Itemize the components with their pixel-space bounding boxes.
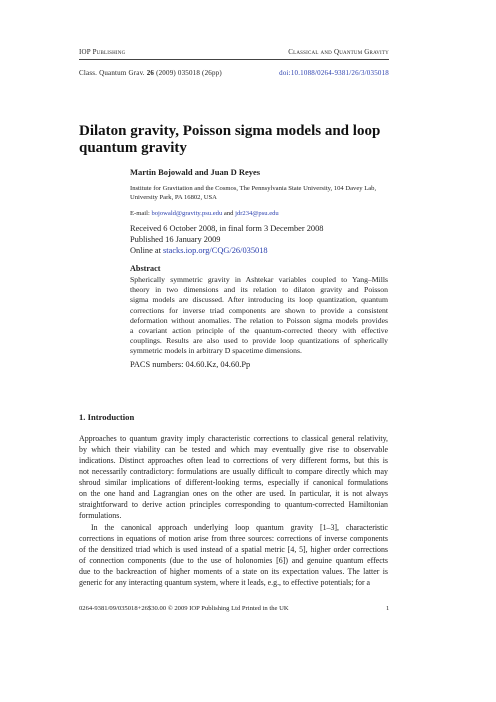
intro-line: In the canonical approach underlying loop quantum gravity [1–3], characteristic bbox=[91, 523, 388, 532]
title-line-1: Dilaton gravity, Poisson sigma models and loop bbox=[79, 123, 381, 139]
abstract-line: symmetric models in arbitrary D spacetime dimensions. bbox=[130, 346, 302, 356]
abstract-line: theory in two dimensions and its relation to dilaton gravity and Poisson bbox=[130, 285, 388, 295]
intro-line: shroud similar implications of different-looking terms, especially if canonical formulations bbox=[79, 478, 388, 488]
email-and: and bbox=[222, 210, 236, 217]
intro-line: on the one hand and Lagrangian ones on the other are used. In particular, it is not always bbox=[79, 489, 388, 499]
intro-line: of connection components (due to the use of holonomies [6]) and genuine quantum effects bbox=[79, 556, 388, 566]
doi-link[interactable]: doi:10.1088/0264-9381/26/3/035018 bbox=[279, 69, 389, 77]
intro-line: formulations. bbox=[79, 511, 122, 521]
abstract-line: deformation without anomalies. The relation to Poisson sigma models provides bbox=[130, 315, 388, 325]
history-block bbox=[130, 224, 324, 256]
intro-line: Approaches to quantum gravity imply characteristic corrections to classical general relativity, bbox=[79, 434, 388, 443]
intro-line: by which their viability can be tested and which may eventually give rise to observable bbox=[79, 445, 388, 455]
abstract-line: a covariant action principle of the quantum-corrected theory with effective bbox=[130, 326, 388, 336]
affiliation bbox=[130, 184, 376, 202]
publisher-label: IOP Publishing bbox=[79, 48, 126, 56]
affiliation-line-1: Institute for Gravitation and the Cosmos, The Pennsylvania State University, 104 Davey Lab, bbox=[130, 185, 377, 192]
abstract-line: Spherically symmetric gravity in Ashtekar variables coupled to Yang–Mills bbox=[130, 275, 388, 284]
title-line-2: quantum gravity bbox=[79, 140, 187, 156]
volume: 26 bbox=[146, 69, 155, 77]
published-date: Published 16 January 2009 bbox=[130, 234, 221, 244]
intro-paragraph-2 bbox=[79, 522, 388, 588]
online-line bbox=[130, 246, 324, 257]
intro-line: of the densitized triad which is used instead of a spatial metric [4, 5], higher order corrections bbox=[79, 545, 388, 555]
email-link-2[interactable]: jdr234@psu.edu bbox=[235, 210, 279, 217]
journal-banner: Classical and Quantum Gravity bbox=[288, 48, 389, 56]
header-rule bbox=[79, 59, 389, 60]
article-title bbox=[79, 123, 380, 157]
email-line bbox=[130, 209, 279, 218]
citation-prefix: Class. Quantum Grav. bbox=[79, 69, 147, 77]
footer-code: 0264-9381/09/035018+26$30.00 © 2009 IOP Publishing Ltd Printed in the UK bbox=[79, 605, 289, 612]
abstract-body bbox=[130, 275, 388, 357]
pacs-numbers: PACS numbers: 04.60.Kz, 04.60.Pp bbox=[130, 360, 251, 369]
section-heading: 1. Introduction bbox=[79, 412, 135, 422]
abstract-line: couplings. Results are also used to provide loop quantizations of spherically bbox=[130, 336, 388, 346]
intro-line: not necessarily contradictory: formulations are usually difficult to compare directly which may bbox=[79, 467, 388, 477]
abstract-heading: Abstract bbox=[130, 264, 161, 273]
online-url-link[interactable]: stacks.iop.org/CQG/26/035018 bbox=[163, 245, 268, 255]
abstract-line: corrections for inverse triad components are shown to provide a consistent bbox=[130, 305, 388, 315]
intro-line: straightforward to derive action principles corresponding to quantum-corrected Hamiltonian bbox=[79, 500, 388, 510]
abstract-line: sigma models are discussed. After introducing its loop quantization, quantum bbox=[130, 295, 388, 305]
page-number: 1 bbox=[386, 605, 390, 612]
citation-suffix: (2009) 035018 (26pp) bbox=[154, 69, 222, 77]
email-label: E-mail: bbox=[130, 210, 152, 217]
intro-line: indications. Distinct approaches often lead to corrections of very different forms, but this is bbox=[79, 456, 388, 466]
journal-citation bbox=[79, 69, 222, 77]
email-link-1[interactable]: bojowald@gravity.psu.edu bbox=[151, 210, 223, 217]
intro-line: due to the backreaction of higher moments of a state on its expectation values. The latter is bbox=[79, 567, 388, 577]
online-label: Online at bbox=[130, 245, 164, 255]
intro-paragraph-1 bbox=[79, 433, 388, 521]
authors: Martin Bojowald and Juan D Reyes bbox=[130, 167, 261, 177]
received-date: Received 6 October 2008, in final form 3 December 2008 bbox=[130, 224, 324, 233]
intro-line: generic for any interacting quantum system, where it leads, e.g., to effective potentials; for a bbox=[79, 578, 371, 588]
intro-line: corrections in equations of motion arise from three sources: corrections of inverse components bbox=[79, 534, 388, 544]
affiliation-line-2: University Park, PA 16802, USA bbox=[130, 194, 217, 201]
